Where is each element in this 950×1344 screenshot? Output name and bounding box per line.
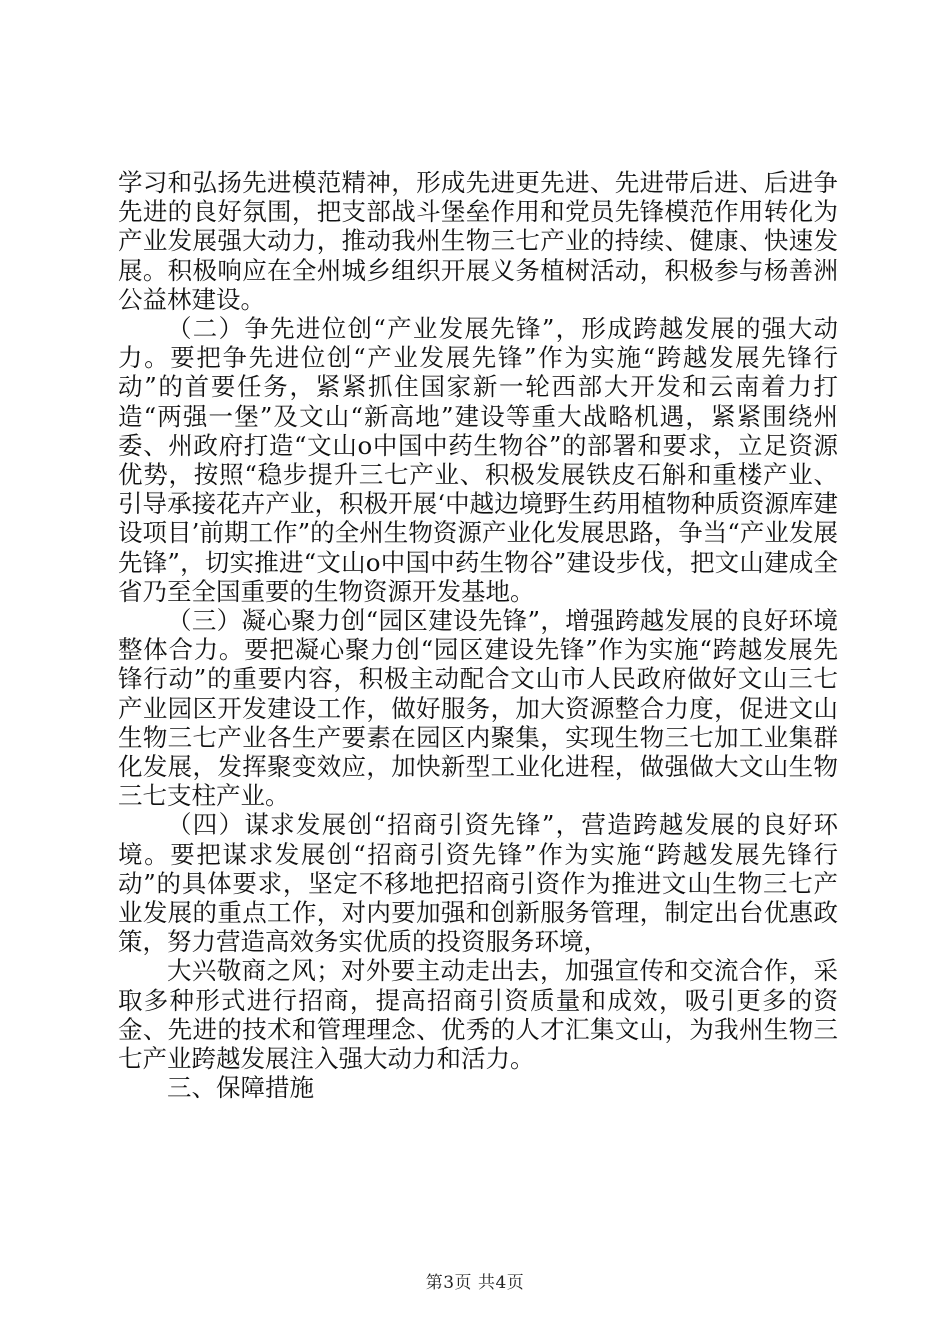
paragraph-section-2: （二）争先进位创“产业发展先锋”，形成跨越发展的强大动力。要把争先进位创“产业发展先锋”作为实施“跨越发展先锋行动”的首要任务，紧紧抓住国家新一轮西部大开发和云南着力打造“两强一堡”及文山“新高地”建设等重大战略机遇，紧紧围绕州委、州政府打造“文山ο中国中药生物谷”的部署和要求，立足资源优势，按照“稳步提升三七产业、积极发展铁皮石斛和重楼产业、引导承接花卉产业，积极开展‘中越边境野生药用植物种质资源库建设项目’前期工作”的全州生物资源产业化发展思路，争当“产业发展先锋”，切实推进“文山ο中国中药生物谷”建设步伐，把文山建成全省乃至全国重要的生物资源开发基地。: [118, 314, 838, 606]
paragraph-section-3: （三）凝心聚力创“园区建设先锋”，增强跨越发展的良好环境整体合力。要把凝心聚力创“园区建设先锋”作为实施“跨越发展先锋行动”的重要内容，积极主动配合文山市人民政府做好文山三七产业园区开发建设工作，做好服务，加大资源整合力度，促进文山生物三七产业各生产要素在园区内聚集，实现生物三七加工业集群化发展，发挥聚变效应，加快新型工业化进程，做强做大文山生物三七支柱产业。: [118, 606, 838, 811]
page-number-label: 第3页 共4页: [425, 1273, 525, 1293]
section-heading-safeguards: 三、保障措施: [167, 1073, 314, 1103]
page-footer: [0, 1268, 950, 1293]
paragraph-continuation: 学习和弘扬先进模范精神，形成先进更先进、先进带后进、后进争先进的良好氛围，把支部战斗堡垒作用和党员先锋模范作用转化为产业发展强大动力，推动我州生物三七产业的持续、健康、快速发展。积极响应在全州城乡组织开展义务植树活动，积极参与杨善洲公益林建设。: [118, 168, 838, 314]
paragraph-section-4-continued: 大兴敬商之风；对外要主动走出去，加强宣传和交流合作，采取多种形式进行招商，提高招商引资质量和成效，吸引更多的资金、先进的技术和管理理念、优秀的人才汇集文山，为我州生物三七产业跨越发展注入强大动力和活力。: [118, 956, 838, 1074]
document-body: [118, 168, 838, 1103]
paragraph-section-4: （四）谋求发展创“招商引资先锋”，营造跨越发展的良好环境。要把谋求发展创“招商引资先锋”作为实施“跨越发展先锋行动”的具体要求，坚定不移地把招商引资作为推进文山生物三七产业发展的重点工作，对内要加强和创新服务管理，制定出台优惠政策，努力营造高效务实优质的投资服务环境，: [118, 810, 838, 957]
